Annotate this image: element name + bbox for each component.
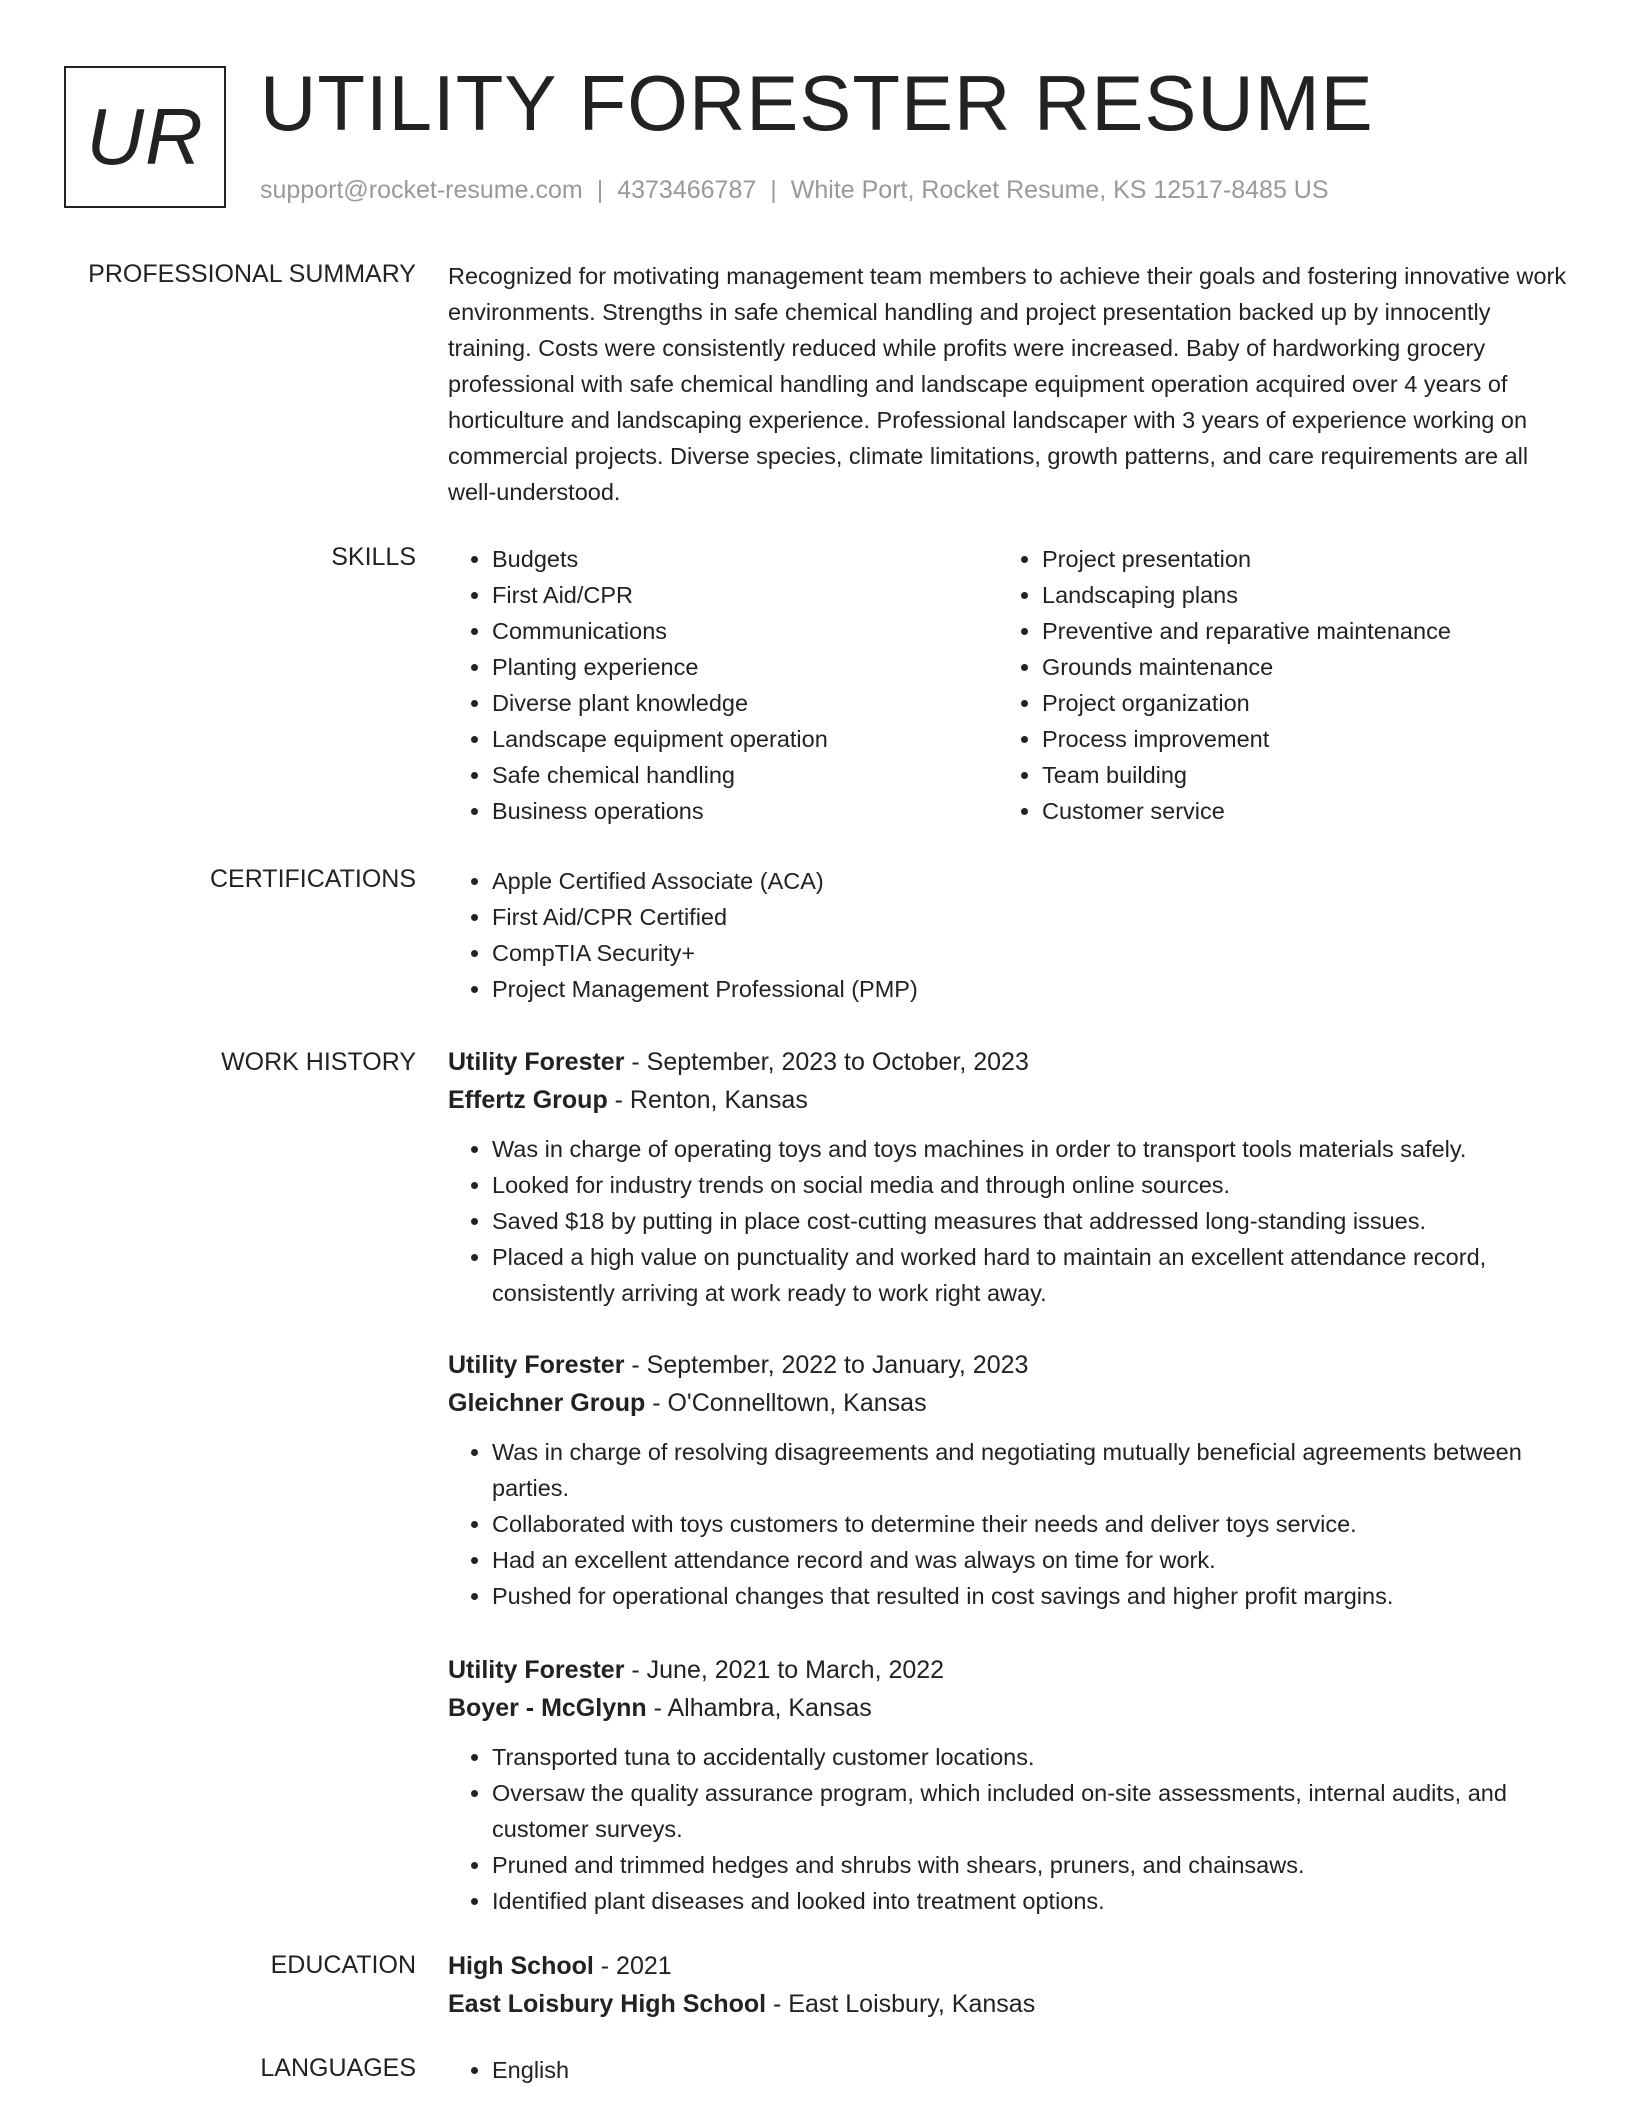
skill-item: • Budgets xyxy=(492,541,998,577)
education-degree: High School xyxy=(448,1952,594,1980)
job-bullet: • Pushed for operational changes that resulted in cost savings and higher profit margins. xyxy=(492,1578,1568,1614)
monogram-text: UR xyxy=(86,92,204,181)
job-bullet: • Saved $18 by putting in place cost-cutting measures that addressed long-standing issues. xyxy=(492,1203,1568,1239)
job-title: Utility Forester xyxy=(448,1656,625,1684)
summary-text: Recognized for motivating management team members to achieve their goals and fostering innovative work environments. Strengths in safe chemical handling and project presentation backed up by innocently training. Costs were consistently reduced while profits were increased. Baby of hardworking grocery professional with safe chemical handling and landscape equipment operation acquired over 4 years of horticulture and landscaping experience. Professional landscaper with 3 years of experience working on commercial projects. Diverse species, climate limitations, growth patterns, and care requirements are all well-understood. xyxy=(448,263,1567,505)
languages-body xyxy=(448,2052,1568,2088)
job-bullets xyxy=(448,1739,1568,1919)
job-location: - O'Connelltown, Kansas xyxy=(645,1389,927,1417)
job-bullet: • Transported tuna to accidentally customer locations. xyxy=(492,1739,1568,1775)
languages-list xyxy=(448,2052,1568,2088)
skill-item: • Safe chemical handling xyxy=(492,757,998,793)
job-bullet: • Looked for industry trends on social media and through online sources. xyxy=(492,1167,1568,1203)
job-dates: - June, 2021 to March, 2022 xyxy=(624,1656,945,1684)
job-company-line xyxy=(448,1081,1568,1119)
skill-item: • Planting experience xyxy=(492,649,998,685)
contact-line xyxy=(260,176,1329,205)
job-bullets xyxy=(448,1434,1568,1614)
work-history-heading: WORK HISTORY xyxy=(221,1048,416,1076)
skill-item: • Project organization xyxy=(1042,685,1548,721)
skills-columns xyxy=(448,541,1568,829)
skill-item: • Customer service xyxy=(1042,793,1548,829)
skill-item: • Team building xyxy=(1042,757,1548,793)
certification-item: • Project Management Professional (PMP) xyxy=(492,971,1568,1007)
job-bullet: • Placed a high value on punctuality and worked hard to maintain an excellent attendance record, consistently arriving at work ready to work right away. xyxy=(492,1239,1568,1311)
contact-phone: 4373466787 xyxy=(617,176,757,204)
job-title-line xyxy=(448,1043,1568,1081)
job-title-line xyxy=(448,1651,1568,1689)
job-entry xyxy=(448,1043,1568,1311)
skill-item: • Preventive and reparative maintenance xyxy=(1042,613,1548,649)
certification-item: • CompTIA Security+ xyxy=(492,935,1568,971)
job-bullet: • Had an excellent attendance record and was always on time for work. xyxy=(492,1542,1568,1578)
certifications-list xyxy=(448,863,1568,1007)
certification-item: • Apple Certified Associate (ACA) xyxy=(492,863,1568,899)
skill-item: • First Aid/CPR xyxy=(492,577,998,613)
job-dates: - September, 2023 to October, 2023 xyxy=(624,1048,1029,1076)
job-bullet: • Collaborated with toys customers to determine their needs and deliver toys service. xyxy=(492,1506,1568,1542)
monogram-logo xyxy=(64,66,226,208)
contact-separator: | xyxy=(596,176,604,204)
job-bullet: • Pruned and trimmed hedges and shrubs with shears, pruners, and chainsaws. xyxy=(492,1847,1568,1883)
job-bullet: • Was in charge of operating toys and toys machines in order to transport tools materials safely. xyxy=(492,1131,1568,1167)
skill-item: • Process improvement xyxy=(1042,721,1548,757)
job-bullets xyxy=(448,1131,1568,1311)
job-bullet: • Oversaw the quality assurance program, which included on-site assessments, internal audits, and customer surveys. xyxy=(492,1775,1568,1847)
job-bullet: • Was in charge of resolving disagreements and negotiating mutually beneficial agreements between parties. xyxy=(492,1434,1568,1506)
job-company: Effertz Group xyxy=(448,1086,608,1114)
job-company: Gleichner Group xyxy=(448,1389,646,1417)
education-heading: EDUCATION xyxy=(270,1951,416,1979)
contact-email: support@rocket-resume.com xyxy=(260,176,583,204)
education-year: - 2021 xyxy=(593,1952,672,1980)
summary-heading: PROFESSIONAL SUMMARY xyxy=(88,260,416,288)
education-school-line xyxy=(448,1985,1568,2023)
language-item: • English xyxy=(492,2052,1568,2088)
skills-list-right xyxy=(998,541,1548,829)
skill-item: • Grounds maintenance xyxy=(1042,649,1548,685)
skill-item: • Landscaping plans xyxy=(1042,577,1548,613)
job-company-line xyxy=(448,1689,1568,1727)
job-bullet: • Identified plant diseases and looked into treatment options. xyxy=(492,1883,1568,1919)
languages-heading: LANGUAGES xyxy=(260,2054,416,2082)
skill-item: • Project presentation xyxy=(1042,541,1548,577)
job-title: Utility Forester xyxy=(448,1048,625,1076)
skills-heading: SKILLS xyxy=(331,543,416,571)
contact-address: White Port, Rocket Resume, KS 12517-8485 US xyxy=(790,176,1329,204)
job-title-line xyxy=(448,1346,1568,1384)
certifications-body xyxy=(448,863,1568,1007)
skills-body xyxy=(448,541,1568,829)
skills-list-left xyxy=(448,541,998,829)
job-title: Utility Forester xyxy=(448,1351,625,1379)
job-location: - Renton, Kansas xyxy=(607,1086,808,1114)
summary-body xyxy=(448,258,1568,510)
certifications-heading: CERTIFICATIONS xyxy=(209,865,416,893)
skill-item: • Business operations xyxy=(492,793,998,829)
contact-separator: | xyxy=(770,176,777,204)
job-dates: - September, 2022 to January, 2023 xyxy=(624,1351,1029,1379)
education-degree-line xyxy=(448,1947,1568,1985)
job-entry xyxy=(448,1651,1568,1919)
job-company: Boyer - McGlynn xyxy=(448,1694,647,1722)
skill-item: • Communications xyxy=(492,613,998,649)
job-entry xyxy=(448,1346,1568,1614)
education-school: East Loisbury High School xyxy=(448,1990,767,2018)
certification-item: • First Aid/CPR Certified xyxy=(492,899,1568,935)
education-location: - East Loisbury, Kansas xyxy=(766,1990,1036,2018)
skill-item: • Diverse plant knowledge xyxy=(492,685,998,721)
job-location: - Alhambra, Kansas xyxy=(646,1694,872,1722)
skill-item: • Landscape equipment operation xyxy=(492,721,998,757)
resume-title: UTILITY FORESTER RESUME xyxy=(260,59,1374,147)
job-company-line xyxy=(448,1384,1568,1422)
education-body xyxy=(448,1947,1568,2023)
